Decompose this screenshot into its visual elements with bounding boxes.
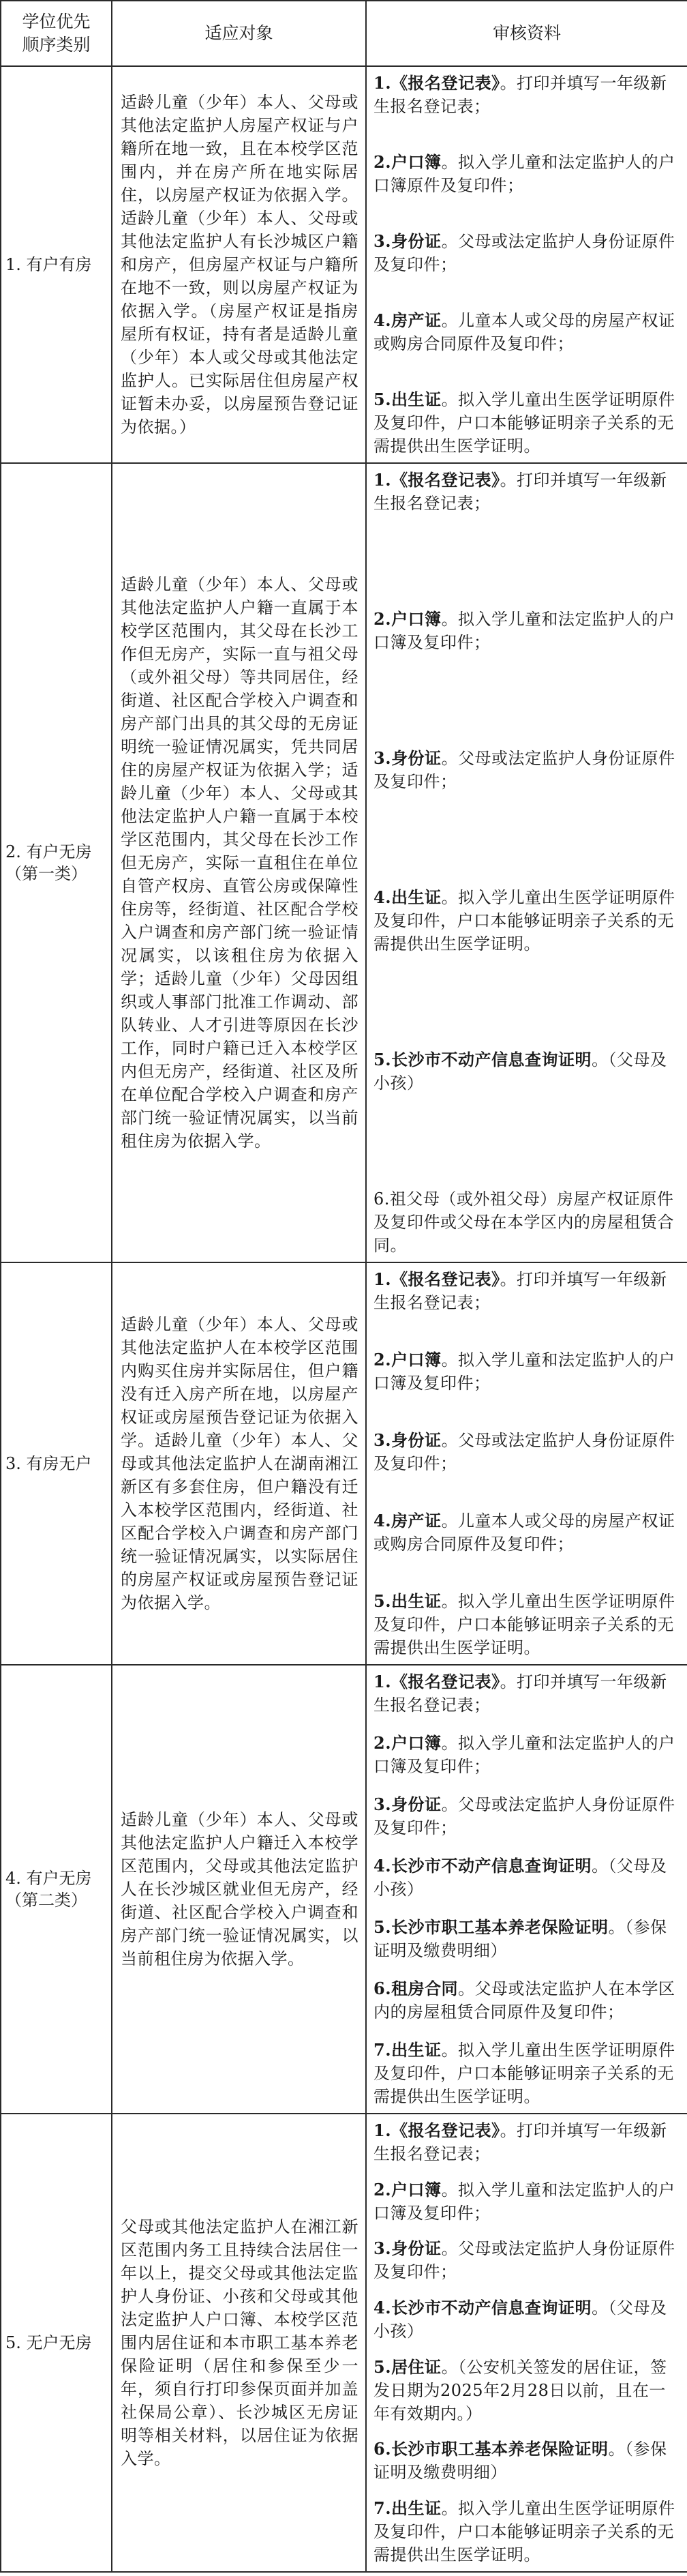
material-item [367,604,687,658]
category-cell: 2. 有户无房（第一类） [1,463,112,1262]
material-key: 租房合同 [391,1979,459,1998]
material-key: 长沙市职工基本养老保险证明 [391,2439,609,2459]
material-number: 5. [373,2356,392,2377]
target-cell: 适龄儿童（少年）本人、父母或其他法定监护人在本校学区范围内购买住房并实际居住，但户籍没有迁入房产所在地，以房屋产权证或房屋预告登记证为依据入学。适龄儿童（少年）本人、父母或其他法定监护人在湖南湘江新区有多套住房，但户籍没有迁入本校学区范围内，经街道、社区配合学校入户调查和房产部门统一验证情况属实，以实际居住的房屋产权证或房屋预告登记证为依据入学。 [112,1262,366,1665]
material-item [367,1728,687,1782]
material-item [367,1973,687,2028]
material-item [367,464,687,519]
materials-cell [366,2114,687,2572]
target-cell: 父母或其他法定监护人在湘江新区范围内务工且持续合法居住一年以上，提交父母或其他法定监护人身份证、小孩和父母或其他法定监护人户口簿、本校学区范围内居住证和本市职工基本养老保险证明（居住和参保至少一年，须自行打印参保页面并加盖社保局公章）、长沙城区无房证明等相关材料，以居住证为依据入学。 [112,2114,366,2572]
table-row [1,2114,687,2572]
material-key: 房产证 [391,1511,442,1530]
table-row [1,66,687,463]
material-number: 1. [373,1672,392,1691]
material-text: 。父母或法定监护人身份证原件及复印件； [373,1795,675,1837]
material-text: 。儿童本人或父母的房屋产权证或购房合同原件及复印件； [373,311,675,353]
material-key: 户口簿 [391,152,442,172]
material-number: 4. [373,1856,392,1876]
material-key: 长沙市职工基本养老保险证明 [391,1917,609,1937]
material-number: 3. [373,748,392,768]
material-key: 出生证 [391,2498,442,2518]
category-cell: 5. 无户无房 [1,2114,112,2572]
material-item [367,1344,687,1399]
material-item [367,2115,687,2170]
material-text: 。拟入学儿童出生医学证明原件及复印件，户口本能够证明亲子关系的无需提供出生医学证明。 [373,888,675,953]
material-number: 2. [373,2179,392,2200]
material-text: 。（父母及小孩） [373,2298,667,2341]
material-text: 。拟入学儿童和法定监护人的户口簿及复印件； [373,1350,675,1393]
material-key: 《报名登记表》 [391,73,500,93]
material-number: 5. [373,1050,392,1069]
material-key: 身份证 [391,1794,442,1814]
material-number: 3. [373,1794,392,1814]
material-text: 。父母或法定监护人身份证原件及复印件； [373,1431,675,1473]
material-item [367,1850,687,1905]
material-key: 出生证 [391,887,442,907]
material-item [367,305,687,359]
material-text: 。拟入学儿童出生医学证明原件及复印件，户口本能够证明亲子关系的无需提供出生医学证明。 [373,2498,675,2564]
material-item [367,1912,687,1966]
material-number: 5. [373,1917,392,1937]
material-text: 。拟入学儿童和法定监护人的户口簿及复印件； [373,610,675,652]
header-category: 学位优先顺序类别 [1,1,112,66]
material-key: 长沙市不动产信息查询证明 [391,1050,592,1069]
material-key: 身份证 [391,1430,442,1450]
material-text: 。打印并填写一年级新生报名登记表； [373,1270,667,1312]
material-text: 。（公安机关签发的居住证，签发日期为2025年2月28日以前，且在一年有效期内。） [373,2357,667,2423]
material-key: 身份证 [391,748,442,768]
material-item [367,1044,687,1099]
category-cell: 4. 有户无房（第二类） [1,1665,112,2114]
material-number: 2. [373,1350,392,1370]
table-row [1,1262,687,1665]
category-cell: 3. 有房无户 [1,1262,112,1665]
material-key: 身份证 [391,2238,442,2259]
material-text: 。打印并填写一年级新生报名登记表； [373,471,667,513]
material-key: 居住证 [391,2356,442,2377]
materials-cell [366,1262,687,1665]
material-item [367,384,687,462]
material-item [367,882,687,960]
material-key: 《报名登记表》 [391,470,500,490]
material-key: 《报名登记表》 [391,1269,500,1289]
material-item [367,1789,687,1844]
material-number: 4. [373,1511,392,1530]
material-text: 。打印并填写一年级新生报名登记表； [373,74,667,116]
material-item [367,2174,687,2229]
material-key: 《报名登记表》 [391,1672,500,1691]
materials-cell [366,463,687,1262]
material-key: 出生证 [391,2040,442,2060]
material-number: 3. [373,1430,392,1450]
material-text: 。儿童本人或父母的房屋产权证或购房合同原件及复印件； [373,1511,675,1554]
table-row [1,1665,687,2114]
material-item [367,1666,687,1721]
material-number: 5. [373,389,392,409]
material-text: 。拟入学儿童和法定监护人的户口簿原件及复印件； [373,153,675,195]
material-text: 。父母或法定监护人在本学区内的房屋租赁合同原件及复印件； [373,1979,675,2022]
material-text: 。打印并填写一年级新生报名登记表； [373,2121,667,2163]
header-materials: 审核资料 [366,1,687,66]
material-number: 5. [373,1591,392,1611]
material-item [367,147,687,201]
target-cell: 适龄儿童（少年）本人、父母或其他法定监护人房屋产权证与户籍所在地一致，且在本校学区范围内，并在房产所在地实际居住，以房屋产权证为依据入学。适龄儿童（少年）本人、父母或其他法定监护人有长沙城区户籍和房产，但房屋产权证与户籍所在地不一致，则以房屋产权证为依据入学。（房屋产权证是指房屋所有权证，持有者是适龄儿童（少年）本人或父母或其他法定监护人。已实际居住但房屋产权证暂未办妥，以房屋预告登记证为依据。） [112,66,366,463]
material-number: 4. [373,2297,392,2318]
header-row [1,1,687,66]
material-text: 。拟入学儿童出生医学证明原件及复印件，户口本能够证明亲子关系的无需提供出生医学证明。 [373,390,675,456]
materials-cell [366,66,687,463]
material-text: 祖父母（或外祖父母）房屋产权证原件及复印件或父母在本学区内的房屋租赁合同。 [373,1189,674,1255]
material-key: 房产证 [391,310,442,330]
material-key: 《报名登记表》 [391,2120,500,2140]
material-text: 。拟入学儿童和法定监护人的户口簿及复印件； [373,2180,675,2223]
material-number: 2. [373,609,392,629]
material-item [367,1264,687,1318]
material-number: 4. [373,887,392,907]
material-key: 长沙市不动产信息查询证明 [391,2297,592,2318]
material-item [367,1425,687,1479]
material-number: 1. [373,2120,392,2140]
material-key: 户口簿 [391,1733,442,1753]
material-key: 户口簿 [391,2179,442,2200]
material-item [367,2433,687,2488]
material-key: 身份证 [391,231,442,251]
material-number: 4. [373,310,392,330]
material-item [367,2493,687,2571]
material-number: 7. [373,2498,392,2518]
material-key: 户口簿 [391,1350,442,1370]
material-number: 6. [373,1979,392,1998]
material-number: 1. [373,1269,392,1289]
material-item [367,2233,687,2288]
material-number: 3. [373,231,392,251]
material-item [367,1586,687,1663]
target-cell: 适龄儿童（少年）本人、父母或其他法定监护人户籍一直属于本校学区范围内，其父母在长沙工作但无房产，实际一直与祖父母（或外祖父母）等共同居住，经街道、社区配合学校入户调查和房产部门出具的其父母的无房证明统一验证情况属实，凭共同居住的房屋产权证为依据入学；适龄儿童（少年）本人、父母或其他法定监护人户籍一直属于本校学区范围内，其父母在长沙工作但无房产，实际一直租住在单位自管产权房、直管公房或保障性住房等，经街道、社区配合学校入户调查和房产部门统一验证情况属实，以该租住房为依据入学；适龄儿童（少年）父母因组织或人事部门批准工作调动、部队转业、人才引进等原因在长沙工作，同时户籍已迁入本校学区内但无房产，经街道、社区及所在单位配合学校入户调查和房产部门统一验证情况属实，以当前租住房为依据入学。 [112,463,366,1262]
material-key: 长沙市不动产信息查询证明 [391,1856,592,1876]
material-text: 。拟入学儿童出生医学证明原件及复印件，户口本能够证明亲子关系的无需提供出生医学证明。 [373,1592,675,1657]
material-text: 。（父母及小孩） [373,1050,667,1093]
material-number: 3. [373,2238,392,2259]
material-number: 6. [373,2439,392,2459]
material-key: 出生证 [391,389,442,409]
material-item [367,1505,687,1560]
materials-cell [366,1665,687,2114]
material-key: 户口簿 [391,609,442,629]
material-number: 1. [373,73,392,93]
target-cell: 适龄儿童（少年）本人、父母或其他法定监护人户籍迁入本校学区范围内，父母或其他法定监护人在长沙城区就业但无房产，经街道、社区配合学校入户调查和房产部门统一验证情况属实，以当前租住房为依据入学。 [112,1665,366,2114]
material-item [367,1183,687,1261]
material-key: 出生证 [391,1591,442,1611]
header-target: 适应对象 [112,1,366,66]
material-number: 2. [373,152,392,172]
material-item [367,2352,687,2429]
material-item [367,226,687,280]
material-number: 7. [373,2040,392,2060]
material-text: 。（父母及小孩） [373,1856,667,1899]
material-item [367,2292,687,2347]
table-row [1,463,687,1262]
material-text: 。（参保证明及缴费明细） [373,1918,667,1960]
material-text: 。父母或法定监护人身份证原件及复印件； [373,232,675,274]
material-number: 6. [373,1189,390,1209]
material-text: 。拟入学儿童和法定监护人的户口簿及复印件； [373,1734,675,1776]
material-text: 。拟入学儿童出生医学证明原件及复印件，户口本能够证明亲子关系的无需提供出生医学证明。 [373,2041,675,2106]
material-text: 。（参保证明及缴费明细） [373,2440,667,2483]
material-number: 1. [373,470,392,490]
material-item [367,68,687,122]
material-text: 。父母或法定监护人身份证原件及复印件； [373,2239,675,2282]
material-item [367,2034,687,2112]
category-cell: 1. 有户有房 [1,66,112,463]
material-number: 2. [373,1733,392,1753]
material-text: 。父母或法定监护人身份证原件及复印件； [373,749,675,791]
material-text: 。打印并填写一年级新生报名登记表； [373,1672,667,1715]
material-item [367,743,687,797]
